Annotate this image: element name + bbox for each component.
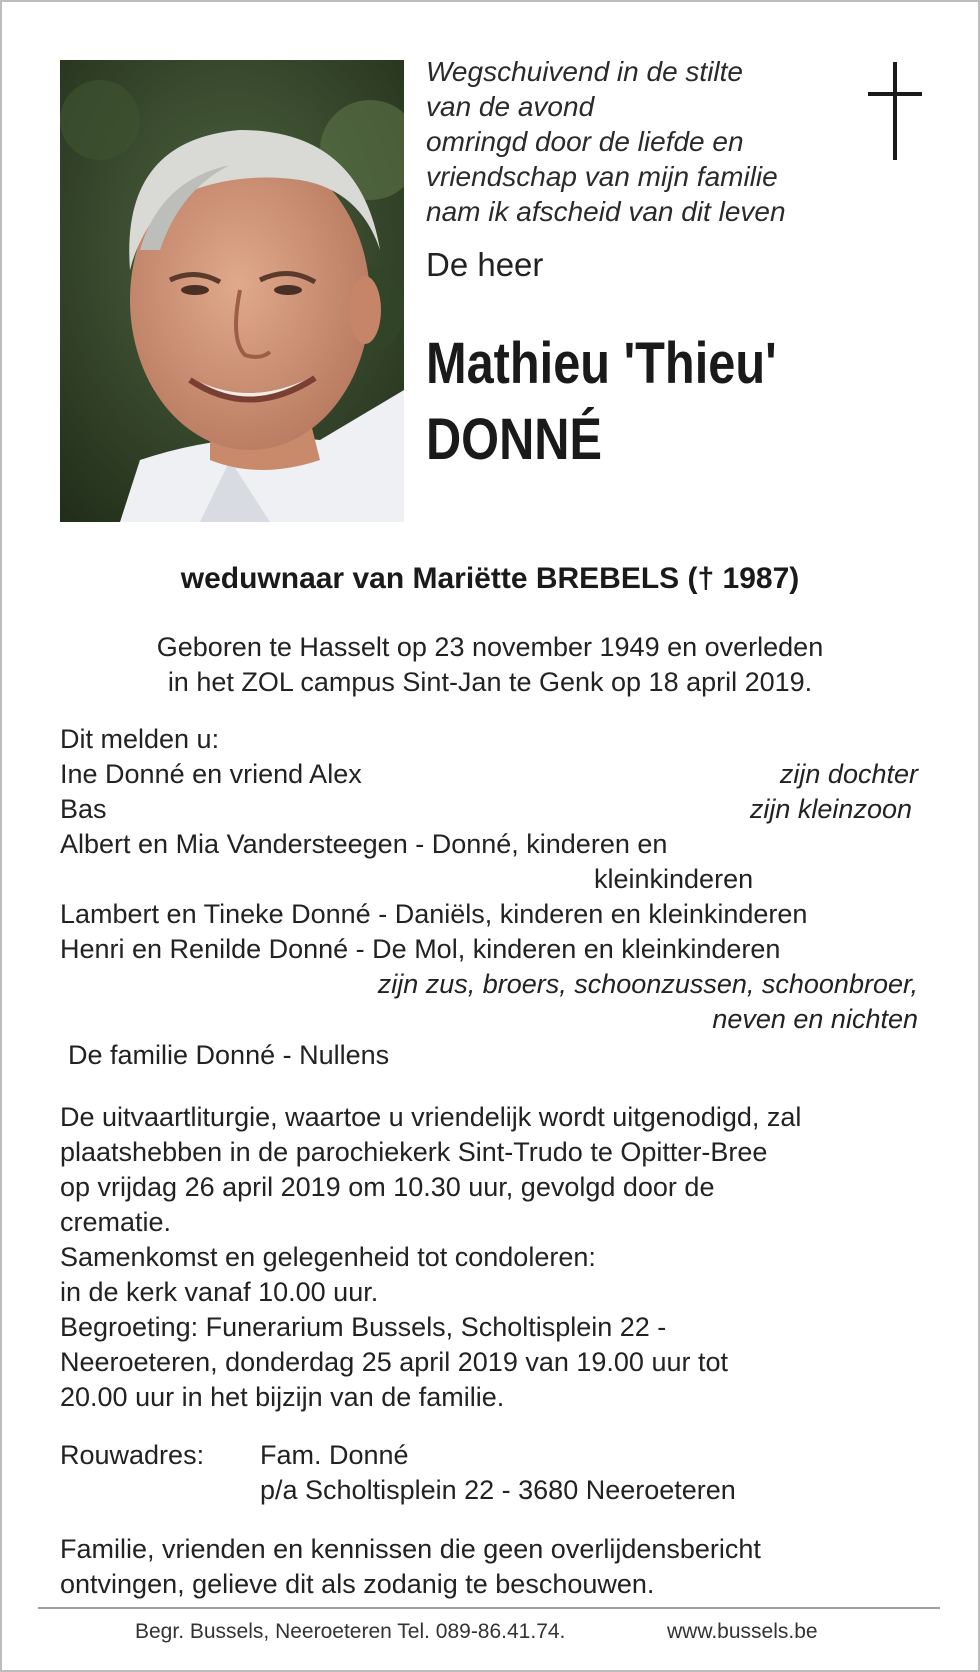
footer-divider [38, 1607, 940, 1609]
family-relation: neven en nichten [712, 1004, 918, 1034]
closing-line: Familie, vrienden en kennissen die geen overlijdensbericht [60, 1534, 761, 1564]
honorific: De heer [426, 246, 544, 283]
poem-line: vriendschap van mijn familie [426, 161, 778, 192]
ceremony-line: crematie. [60, 1207, 172, 1237]
address-line: Fam. Donné [260, 1440, 409, 1470]
deceased-name [426, 326, 777, 478]
deceased-first-name: Mathieu 'Thieu' [426, 331, 777, 396]
family-line: Lambert en Tineke Donné - Daniëls, kinderen en kleinkinderen [60, 899, 808, 929]
family-line: Henri en Renilde Donné - De Mol, kinderen en kleinkinderen [60, 934, 781, 964]
relative-relation: zijn dochter [779, 759, 918, 789]
relative-name: Bas [60, 794, 107, 824]
death-line: in het ZOL campus Sint-Jan te Genk op 18 april 2019. [167, 667, 813, 697]
footer-funeral-home: Begr. Bussels, Neeroeteren Tel. 089-86.41.74. [135, 1620, 566, 1643]
ceremony-line: plaatshebben in de parochiekerk Sint-Trudo te Opitter-Bree [60, 1137, 768, 1167]
announce-intro: Dit melden u: [60, 724, 220, 754]
address-line: p/a Scholtisplein 22 - 3680 Neeroeteren [260, 1475, 736, 1505]
footer-website: www.bussels.be [667, 1620, 818, 1643]
poem-line: nam ik afscheid van dit leven [426, 196, 786, 227]
poem [426, 54, 786, 229]
birth-death-info [2, 630, 978, 700]
birth-line: Geboren te Hasselt op 23 november 1949 en overleden [156, 632, 824, 662]
family-relation: zijn zus, broers, schoonzussen, schoonbroer, [377, 969, 918, 999]
family-line: Albert en Mia Vandersteegen - Donné, kinderen en [60, 829, 668, 859]
ceremony-line: De uitvaartliturgie, waartoe u vriendelijk wordt uitgenodigd, zal [60, 1102, 802, 1132]
deceased-surname: DONNÉ [426, 407, 602, 472]
closing-note [60, 1532, 940, 1602]
ceremony-line: 20.00 uur in het bijzijn van de familie. [60, 1382, 505, 1412]
ceremony-line: op vrijdag 26 april 2019 om 10.30 uur, gevolgd door de [60, 1172, 715, 1202]
extra-family: De familie Donné - Nullens [68, 1040, 390, 1070]
ceremony-line: Begroeting: Funerarium Bussels, Scholtisplein 22 - [60, 1312, 667, 1342]
relative-name: Ine Donné en vriend Alex [60, 759, 362, 789]
latin-cross-icon [866, 62, 926, 162]
ceremony-info [60, 1100, 940, 1415]
ceremony-line: in de kerk vanaf 10.00 uur. [60, 1277, 379, 1307]
poem-line: van de avond [426, 91, 595, 122]
poem-line: Wegschuivend in de stilte [426, 56, 743, 87]
poem-line: omringd door de liefde en [426, 126, 744, 157]
portrait-photo [60, 60, 404, 522]
address-label: Rouwadres: [60, 1440, 205, 1470]
ceremony-line: Samenkomst en gelegenheid tot condoleren: [60, 1242, 596, 1272]
family-line: kleinkinderen [594, 864, 754, 894]
closing-line: ontvingen, gelieve dit als zodanig te beschouwen. [60, 1569, 655, 1599]
widow-line: weduwnaar van Mariëtte BREBELS († 1987) [180, 562, 800, 595]
relative-relation: zijn kleinzoon [749, 794, 912, 824]
ceremony-line: Neeroeteren, donderdag 25 april 2019 van 19.00 uur tot [60, 1347, 728, 1377]
